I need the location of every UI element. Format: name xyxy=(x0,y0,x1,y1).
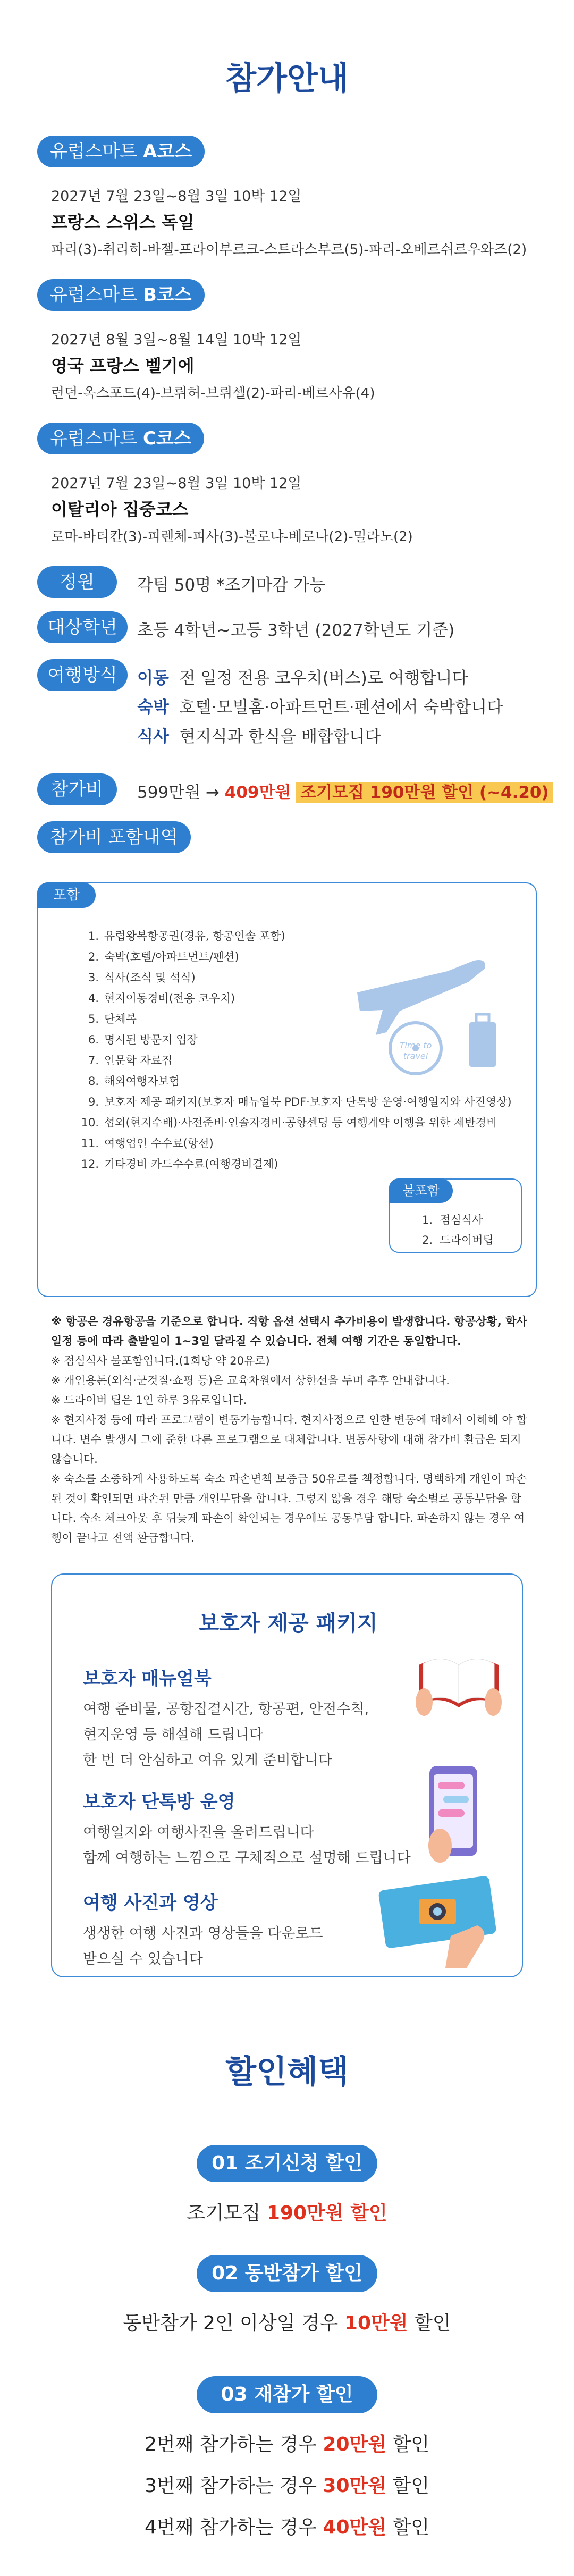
discount-item-1-label: 01 조기신청 할인 xyxy=(197,2145,377,2182)
excluded-box xyxy=(389,1178,522,1253)
notes-bold: ※ 항공은 경유항공을 기준으로 합니다. 직항 옵션 선택시 추가비용이 발생합니다. 항공상황, 학사일정 등에 따라 출발일이 1~3일 달라질 수 있습니다. 전체 여행 기간은 동일합니다. xyxy=(51,1315,527,1348)
target-label: 대상학년 xyxy=(37,611,128,643)
method-value-2: 호텔·모빌홈·아파트먼트·펜션에서 숙박합니다 xyxy=(179,698,503,717)
phone-icon xyxy=(419,1761,493,1867)
package-item-body: 생생한 여행 사진과 영상들을 다운로드 받으실 수 있습니다 xyxy=(83,1925,323,1967)
fee-original: 599만원 → xyxy=(137,783,220,802)
discount-item-2-label: 02 동반참가 할인 xyxy=(197,2255,377,2292)
package-item-heading: 보호자 매뉴얼북 xyxy=(83,1668,212,1689)
included-item: 2. 숙박(호텔/아파트먼트/펜션) xyxy=(88,950,239,963)
course-a-prefix: 유럽스마트 xyxy=(50,141,144,162)
included-item: 9. 보호자 제공 패키지(보호자 매뉴얼북 PDF·보호자 단톡방 운영·여행일지와 사진영상) xyxy=(88,1096,512,1108)
method-key-2: 숙박 xyxy=(137,698,169,717)
fee-label: 참가비 xyxy=(37,773,117,805)
note-line: ※ 현지사정 등에 따라 프로그램이 변동가능합니다. 현지사정으로 인한 변동에 대해서 이해해 야 합니다. 변수 발생시 그에 준한 다른 프로그램으로 대체합니다. 변동사항에 대해 참가비 환급은 되지 않습니다. xyxy=(51,1413,527,1466)
discount-item-3-line: 3번째 참가하는 경우 30만원 할인 xyxy=(144,2475,430,2497)
course-b-title: 영국 프랑스 벨기에 xyxy=(51,356,195,376)
method-row-3 xyxy=(137,723,381,747)
method-key-3: 식사 xyxy=(137,727,169,746)
package-item-heading: 여행 사진과 영상 xyxy=(83,1892,218,1914)
included-tag: 포함 xyxy=(37,882,96,908)
included-item: 5. 단체복 xyxy=(88,1013,137,1025)
discount-item-3-line: 4번째 참가하는 경우 40만원 할인 xyxy=(144,2516,430,2538)
fee-highlight: 조기모집 190만원 할인 (~4.20) xyxy=(296,782,553,803)
course-a-code: A코스 xyxy=(143,141,192,162)
course-b-route: 런던-옥스포드(4)-브뤼허-브뤼셀(2)-파리-베르사유(4) xyxy=(51,385,375,401)
excluded-item: 1. 점심식사 xyxy=(422,1214,483,1226)
course-a-route: 파리(3)-취리히-바젤-프라이부르크-스트라스부르(5)-파리-오베르쉬르우와즈(2) xyxy=(51,242,527,258)
discount-item-3-label: 03 재참가 할인 xyxy=(197,2376,377,2413)
svg-text:travel: travel xyxy=(403,1051,428,1061)
includes-box xyxy=(37,882,537,1297)
course-a-title: 프랑스 스위스 독일 xyxy=(51,212,195,232)
note-line: ※ 점심식사 불포함입니다.(1회당 약 20유로) xyxy=(51,1354,270,1367)
method-row-1 xyxy=(137,664,468,688)
suitcase-icon xyxy=(469,1022,496,1067)
discount-item-2-line: 동반참가 2인 이상일 경우 10만원 할인 xyxy=(123,2312,451,2334)
excluded-item: 2. 드라이버팁 xyxy=(422,1234,494,1247)
note-line: ※ 개인용돈(외식·군것질·쇼핑 등)은 교육차원에서 상한선을 두며 추후 안내합니다. xyxy=(51,1374,450,1387)
course-c-title: 이탈리아 집중코스 xyxy=(51,499,189,519)
course-b-prefix: 유럽스마트 xyxy=(50,284,144,306)
book-icon xyxy=(413,1644,504,1723)
discount-title: 할인혜택 xyxy=(225,2053,349,2091)
included-item: 6. 명시된 방문지 입장 xyxy=(88,1033,198,1046)
included-item: 12. 기타경비 카드수수료(여행경비결제) xyxy=(81,1158,278,1171)
included-item: 1. 유럽왕복항공권(경유, 항공인솔 포함) xyxy=(88,930,285,942)
method-value-1: 전 일정 전용 코우치(버스)로 여행합니다 xyxy=(179,669,468,688)
fee-discounted: 409만원 xyxy=(224,783,291,802)
included-item: 4. 현지이동경비(전용 코우치) xyxy=(88,992,235,1005)
course-c-route: 로마-바티칸(3)-피렌체-피사(3)-볼로냐-베로나(2)-밀라노(2) xyxy=(51,529,413,545)
capacity-value: 각팀 50명 *조기마감 가능 xyxy=(137,576,326,595)
travel-illustration xyxy=(336,942,506,1091)
note-line: ※ 숙소를 소중하게 사용하도록 숙소 파손면책 보증금 50유로를 책정합니다. 명백하게 개인이 파손된 것이 확인되면 파손된 만큼 개인부담을 합니다. 그렇지 않을 경우 해당 숙소별로 공동부담을 합니다. 숙소 체크아웃 후 뒤늦게 파손이 확인되는 경우에도 공동부담 합니다. 파손하지 않는 경우 여행이 끝나고 전액 환급합니다. xyxy=(51,1472,527,1544)
note-line: ※ 드라이버 팁은 1인 하루 3유로입니다. xyxy=(51,1394,247,1407)
package-item-body: 여행 준비물, 공항집결시간, 항공편, 안전수칙, 현지운영 등 해설해 드립니다 한 번 더 안심하고 여유 있게 준비합니다 xyxy=(83,1701,369,1769)
discount-item-3-line: 2번째 참가하는 경우 20만원 할인 xyxy=(144,2434,430,2455)
included-item: 10. 섭외(현지수배)·사전준비·인솔자경비·공항센딩 등 여행계약 이행을 위한 제반경비 xyxy=(81,1116,497,1129)
includes-section-label: 참가비 포함내역 xyxy=(37,821,191,853)
excluded-tag: 불포함 xyxy=(389,1178,453,1203)
package-item-body: 여행일지와 여행사진을 올려드립니다 함께 여행하는 느낌으로 구체적으로 설명해 드립니다 xyxy=(83,1824,411,1866)
course-c-code: C코스 xyxy=(143,428,191,449)
svg-text:Time to: Time to xyxy=(399,1040,432,1050)
package-box xyxy=(51,1573,523,1977)
course-b-pill xyxy=(37,279,205,311)
course-c-date: 2027년 7월 23일~8월 3일 10박 12일 xyxy=(51,475,302,492)
camera-icon xyxy=(371,1872,509,1973)
included-item: 11. 여행업인 수수료(항선) xyxy=(81,1137,214,1150)
fee-value xyxy=(137,779,553,803)
course-a-pill xyxy=(37,136,205,167)
capacity-label: 정원 xyxy=(37,566,117,598)
course-b-code: B코스 xyxy=(143,284,192,306)
method-row-2 xyxy=(137,694,503,718)
included-item: 7. 인문학 자료집 xyxy=(88,1054,173,1067)
included-item: 8. 해외여행자보험 xyxy=(88,1075,180,1088)
course-c-pill xyxy=(37,423,204,454)
method-label: 여행방식 xyxy=(37,659,128,691)
package-title: 보호자 제공 패키지 xyxy=(198,1611,378,1636)
discount-item-1-line: 조기모집 190만원 할인 xyxy=(187,2202,387,2224)
course-c-prefix: 유럽스마트 xyxy=(50,428,144,449)
method-key-1: 이동 xyxy=(137,669,169,688)
target-value: 초등 4학년~고등 3학년 (2027학년도 기준) xyxy=(137,621,455,640)
course-b-date: 2027년 8월 3일~8월 14일 10박 12일 xyxy=(51,332,302,348)
course-a-date: 2027년 7월 23일~8월 3일 10박 12일 xyxy=(51,188,302,205)
included-item: 3. 식사(조식 및 석식) xyxy=(88,971,196,984)
package-item-heading: 보호자 단톡방 운영 xyxy=(83,1791,235,1813)
section-title: 참가안내 xyxy=(225,60,349,97)
method-value-3: 현지식과 한식을 배합합니다 xyxy=(179,727,381,746)
notes xyxy=(51,1312,527,1548)
